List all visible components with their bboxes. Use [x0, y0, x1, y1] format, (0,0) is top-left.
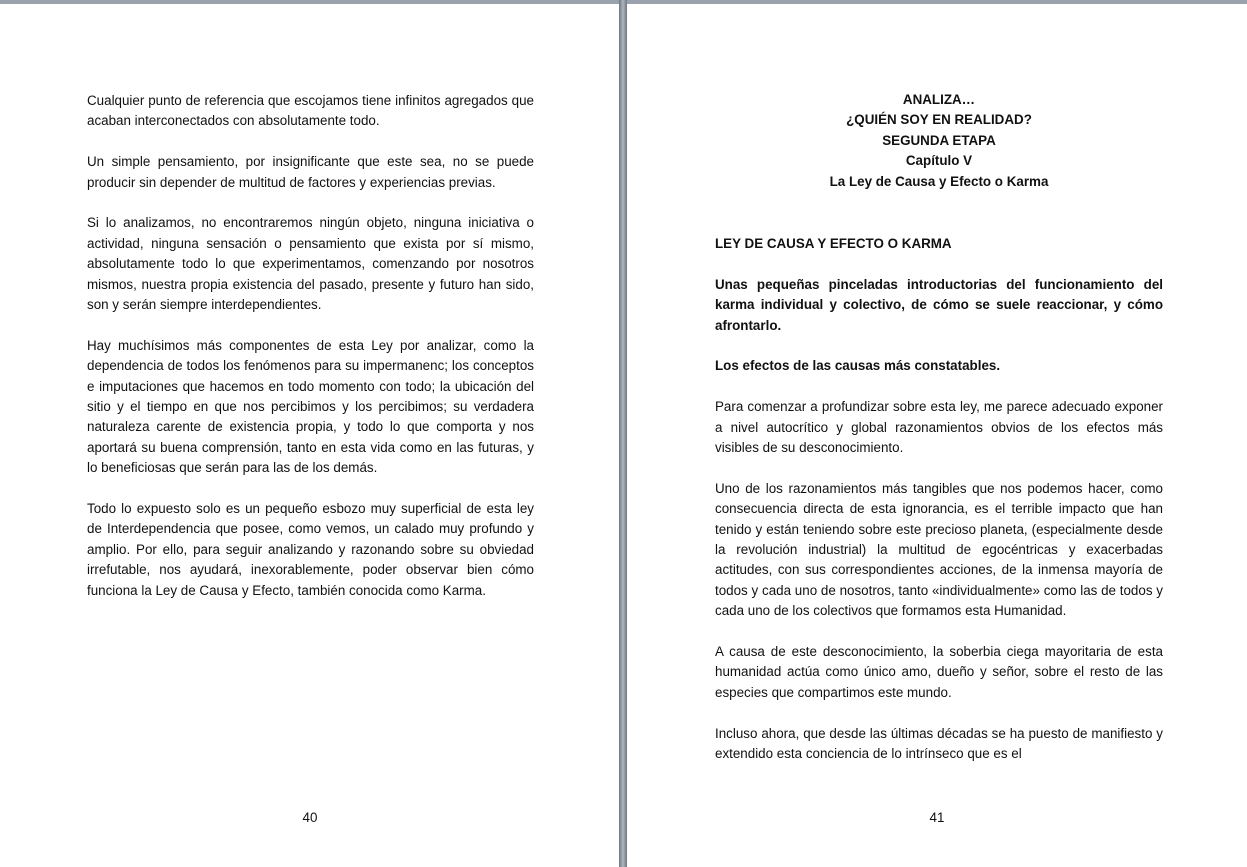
heading-line: SEGUNDA ETAPA	[882, 132, 996, 148]
paragraph: Si lo analizamos, no encontraremos ningún objeto, ninguna iniciativa o actividad, ninguna sensación o pensamiento que exista por sí mismo, absolutamente todo lo que experimentamos, comenzando por nosotros mismos, nuestra propia existencia del pasado, presente y futuro han sido, son y serán siempre interdependientes.	[87, 215, 534, 313]
paragraph: Incluso ahora, que desde las últimas décadas se ha puesto de manifiesto y extendido esta conciencia de lo intrínseco que es el	[715, 725, 1163, 762]
intro-paragraph: Unas pequeñas pinceladas introductorias del funcionamiento del karma individual y colectivo, de cómo se suele reaccionar, y cómo afrontarlo.	[715, 276, 1163, 333]
heading-line: La Ley de Causa y Efecto o Karma	[829, 173, 1049, 189]
right-page-body	[715, 234, 1163, 785]
page-left	[0, 4, 619, 867]
paragraph: Hay muchísimos más componentes de esta Ley por analizar, como la dependencia de todos los fenómenos para su impermanenc; los conceptos e imputaciones que hacemos en todo momento con todo; la ubicación del sitio y el tiempo en que nos percibimos y los percibimos; su verdadera naturaleza carente de existencia propia, y todo lo que comporta y nos aportará su buena comprensión, tanto en esta vida como en las futuras, y lo beneficiosas que serán para las de los demás.	[87, 337, 534, 476]
subheading: Los efectos de las causas más constatables.	[715, 358, 1001, 374]
section-title: LEY DE CAUSA Y EFECTO O KARMA	[715, 236, 952, 251]
page-number-right: 41	[929, 810, 945, 825]
heading-line: Capítulo V	[905, 153, 973, 169]
page-right	[627, 4, 1247, 867]
paragraph: Para comenzar a profundizar sobre esta ley, me parece adecuado exponer a nivel autocrítico y global razonamientos obvios de los efectos más visibles de su desconocimiento.	[715, 399, 1163, 456]
page-gutter	[619, 0, 627, 867]
paragraph: Todo lo expuesto solo es un pequeño esbozo muy superficial de esta ley de Interdependencia que posee, como vemos, un calado muy profundo y amplio. Por ello, para seguir analizando y razonando sobre su obviedad irrefutable, nos ayudará, inexorablemente, poder observar bien cómo funciona la Ley de Causa y Efecto, también conocida como Karma.	[87, 501, 534, 598]
paragraph: Un simple pensamiento, por insignificante que este sea, no se puede producir sin depender de multitud de factores y experiencias previas.	[87, 154, 534, 190]
heading-line: ¿QUIÉN SOY EN REALIDAD?	[846, 112, 1032, 128]
paragraph: Cualquier punto de referencia que escojamos tiene infinitos agregados que acaban interconectados con absolutamente todo.	[87, 93, 534, 129]
page-number-left: 40	[302, 810, 318, 825]
left-page-body	[87, 91, 534, 621]
paragraph: Uno de los razonamientos más tangibles que nos podemos hacer, como consecuencia directa de esta ignorancia, es el terrible impacto que han tenido y están teniendo sobre este precioso planeta, (especialmente desde la revolución industrial) la multitud de egocéntricas y exacerbadas actitudes, con sus correspondientes acciones, de la inmensa mayoría de todos y cada uno de nosotros, tanto «individualmente» como las de todos y cada uno de los colectivos que formamos esta Humanidad.	[715, 480, 1163, 619]
paragraph: A causa de este desconocimiento, la soberbia ciega mayoritaria de esta humanidad actúa como único amo, dueño y señor, sobre el resto de las especies que compartimos este mundo.	[715, 644, 1163, 700]
chapter-heading	[715, 90, 1163, 192]
heading-line: ANALIZA…	[902, 92, 976, 107]
